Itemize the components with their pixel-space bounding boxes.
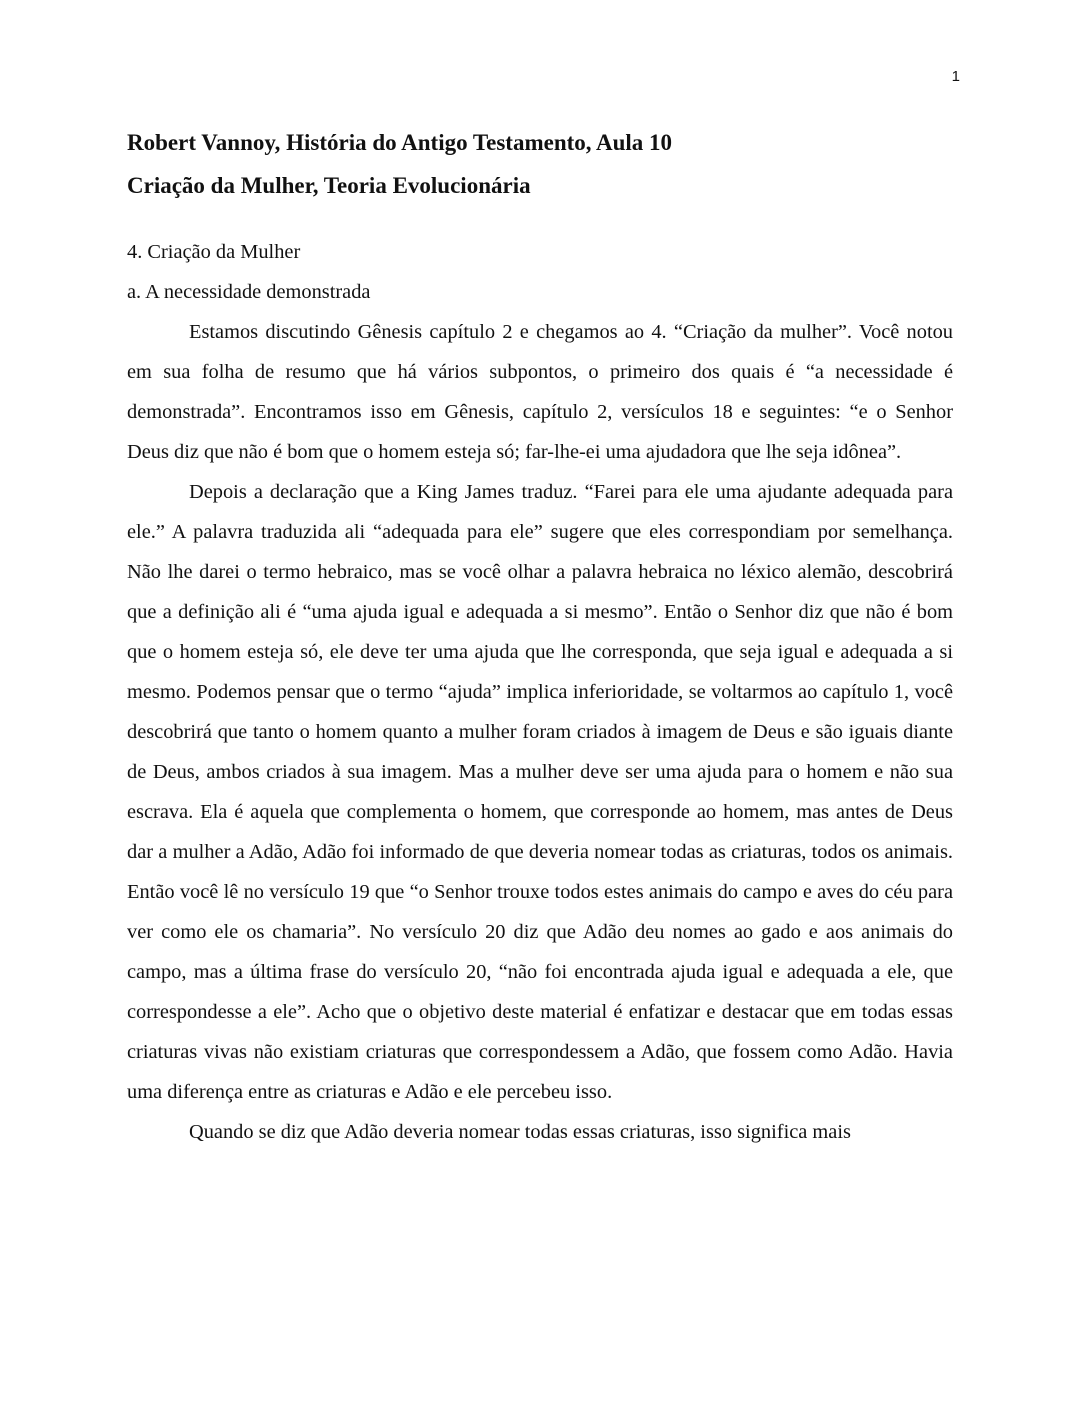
paragraph: Depois a declaração que a King James traduz. “Farei para ele uma ajudante adequada para ele.” A palavra traduzida ali “adequada para ele” sugere que eles correspondiam por semelhança. Não lhe darei o termo hebraico, mas se você olhar a palavra hebraica no léxico alemão, descobrirá que a definição ali é “uma ajuda igual e adequada a si mesmo”. Então o Senhor diz que não é bom que o homem esteja só, ele deve ter uma ajuda que lhe corresponda, que seja igual e adequada a si mesmo. Podemos pensar que o termo “ajuda” implica inferioridade, se voltarmos ao capítulo 1, você descobrirá que tanto o homem quanto a mulher foram criados à imagem de Deus e são iguais diante de Deus, ambos criados à sua imagem. Mas a mulher deve ser uma ajuda para o homem e não sua escrava. Ela é aquela que complementa o homem, que corresponde ao homem, mas antes de Deus dar a mulher a Adão, Adão foi informado de que deveria nomear todas as criaturas, todos os animais. Então você lê no versículo 19 que “o Senhor trouxe todos estes animais do campo e aves do céu para ver como ele os chamaria”. No versículo 20 diz que Adão deu nomes ao gado e aos animais do campo, mas a última frase do versículo 20, “não foi encontrada ajuda igual e adequada a ele, que correspondesse a ele”. Acho que o objetivo deste material é enfatizar e destacar que em todas essas criaturas vivas não existiam criaturas que correspondessem a Adão, que fossem como Adão. Havia uma diferença entre as criaturas e Adão e ele percebeu isso.	[127, 481, 953, 1103]
document-subtitle: Criação da Mulher, Teoria Evolucionária	[127, 173, 531, 198]
paragraph: Quando se diz que Adão deveria nomear todas essas criaturas, isso significa mais	[189, 1121, 851, 1143]
document-body	[127, 232, 953, 1152]
document-title: Robert Vannoy, História do Antigo Testamento, Aula 10	[127, 130, 673, 155]
paragraph: Estamos discutindo Gênesis capítulo 2 e chegamos ao 4. “Criação da mulher”. Você notou em sua folha de resumo que há vários subpontos, o primeiro dos quais é “a necessidade é demonstrada”. Encontramos isso em Gênesis, capítulo 2, versículos 18 e seguintes: “e o Senhor Deus diz que não é bom que o homem esteja só; far-lhe-ei uma ajudadora que lhe seja idônea”.	[127, 321, 953, 463]
page-number: 1	[951, 68, 960, 85]
section-heading: 4. Criação da Mulher	[127, 241, 301, 263]
subsection-heading: a. A necessidade demonstrada	[127, 281, 371, 303]
